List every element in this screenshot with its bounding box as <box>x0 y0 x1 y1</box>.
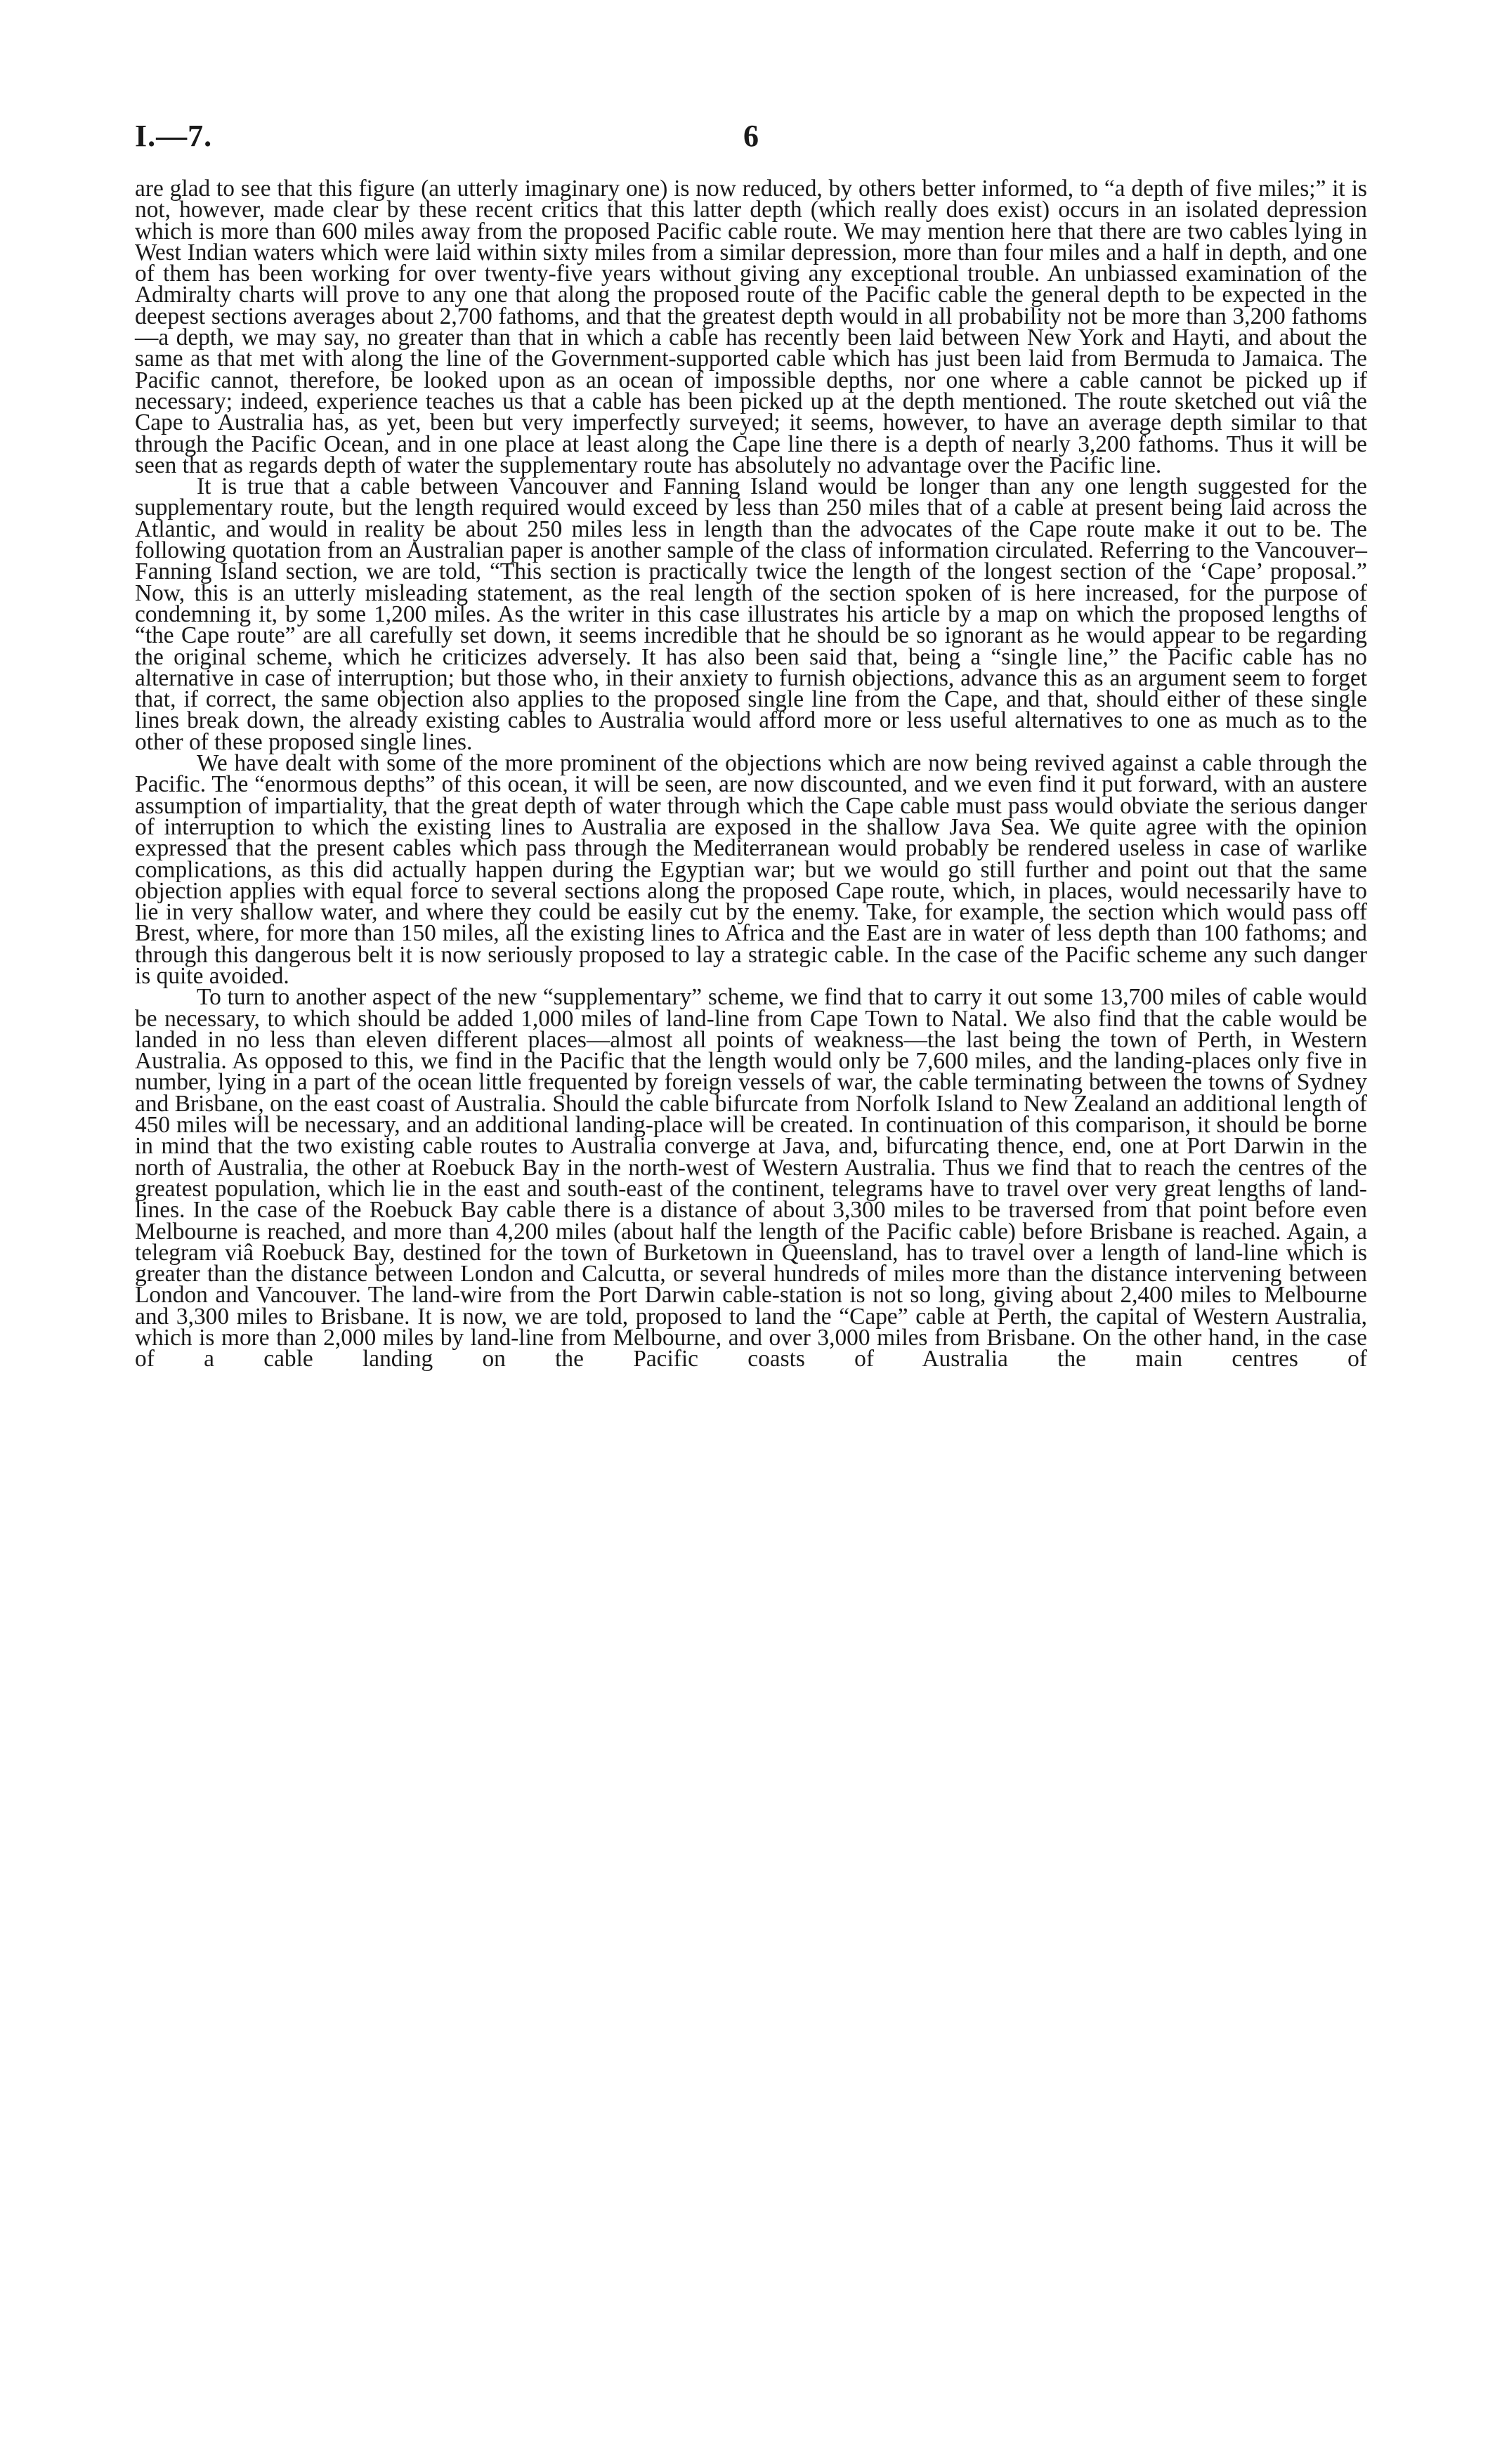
document-reference: I.—7. <box>135 119 213 153</box>
paragraph: It is true that a cable between Vancouver and Fanning Island would be longer than any one length suggested for the supplementary route, but the length required would exceed by less than 250 miles that of a cable at present being laid across the Atlantic, and would in reality be about 250 miles less in length than the advocates of the Cape route make it out to be. The following quotation from an Australian paper is another sample of the class of information circulated. Referring to the Vancouver–Fanning Island section, we are told, “This section is practically twice the length of the longest section of the ‘Cape’ proposal.” Now, this is an utterly misleading statement, as the real length of the section spoken of is here increased, for the purpose of condemning it, by some 1,200 miles. As the writer in this case illustrates his article by a map on which the proposed lengths of “the Cape route” are all carefully set down, it seems incredible that he should be so ignorant as he would appear to be regarding the original scheme, which he criticizes adversely. It has also been said that, being a “single line,” the Pacific cable has no alternative in case of interruption; but those who, in their anxiety to furnish objections, advance this as an argument seem to forget that, if correct, the same objection also applies to the proposed single line from the Cape, and that, should either of these single lines break down, the already existing cables to Australia would afford more or less useful alternatives to one as much as to the other of these proposed single lines. <box>135 473 1367 755</box>
paragraph: are glad to see that this figure (an utterly imaginary one) is now reduced, by others better informed, to “a depth of five miles;” it is not, however, made clear by these recent critics that this latter depth (which really does exist) occurs in an isolated depression which is more than 600 miles away from the proposed Pacific cable route. We may mention here that there are two cables lying in West Indian waters which were laid within sixty miles from a similar depression, more than four miles and a half in depth, and one of them has been working for over twenty-five years without giving any exceptional trouble. An unbiassed examination of the Admiralty charts will prove to any one that along the proposed route of the Pacific cable the general depth to be expected in the deepest sections averages about 2,700 fathoms, and that the greatest depth would in all probability not be more than 3,200 fathoms—a depth, we may say, no greater than that in which a cable has recently been laid between New York and Hayti, and about the same as that met with along the line of the Government-supported cable which has just been laid from Bermuda to Jamaica. The Pacific cannot, therefore, be looked upon as an ocean of impossible depths, nor one where a cable cannot be picked up if necessary; indeed, experience teaches us that a cable has been picked up at the depth mentioned. The route sketched out viâ the Cape to Australia has, as yet, been but very imperfectly surveyed; it seems, however, to have an average depth similar to that through the Pacific Ocean, and in one place at least along the Cape line there is a depth of nearly 3,200 fathoms. Thus it will be seen that as regards depth of water the supplementary route has absolutely no advantage over the Pacific line. <box>135 176 1367 478</box>
paragraph: We have dealt with some of the more prominent of the objections which are now being revived against a cable through the Pacific. The “enormous depths” of this ocean, it will be seen, are now discounted, and we even find it put forward, with an austere assumption of impartiality, that the great depth of water through which the Cape cable must pass would obviate the serious danger of interruption to which the existing lines to Australia are exposed in the shallow Java Sea. We quite agree with the opinion expressed that the present cables which pass through the Mediterranean would probably be rendered useless in case of warlike complications, as this did actually happen during the Egyptian war; but we would go still further and point out that the same objection applies with equal force to several sections along the proposed Cape route, which, in places, would necessarily have to lie in very shallow water, and where they could be easily cut by the enemy. Take, for example, the section which would pass off Brest, where, for more than 150 miles, all the existing lines to Africa and the East are in water of less depth than 100 fathoms; and through this dangerous belt it is now seriously proposed to lay a strategic cable. In the case of the Pacific scheme any such danger is quite avoided. <box>135 750 1367 989</box>
paragraph: To turn to another aspect of the new “supplementary” scheme, we find that to carry it out some 13,700 miles of cable would be necessary, to which should be added 1,000 miles of land-line from Cape Town to Natal. We also find that the cable would be landed in no less than eleven different places—almost all points of weakness—the last being the town of Perth, in Western Australia. As opposed to this, we find in the Pacific that the length would only be 7,600 miles, and the landing-places only five in number, lying in a part of the ocean little frequented by foreign vessels of war, the cable terminating between the towns of Sydney and Brisbane, on the east coast of Australia. Should the cable bifurcate from Norfolk Island to New Zealand an additional length of 450 miles will be necessary, and an additional landing-place will be created. In continuation of this comparison, it should be borne in mind that the two existing cable routes to Australia converge at Java, and, bifurcating thence, end, one at Port Darwin in the north of Australia, the other at Roebuck Bay in the north-west of Western Australia. Thus we find that to reach the centres of the greatest population, which lie in the east and south-east of the continent, telegrams have to travel over very great lengths of land-lines. In the case of the Roebuck Bay cable there is a distance of about 3,300 miles to be traversed from that point before even Melbourne is reached, and more than 4,200 miles (about half the length of the Pacific cable) before Brisbane is reached. Again, a telegram viâ Roebuck Bay, destined for the town of Burketown in Queensland, has to travel over a length of land-line which is greater than the distance between London and Calcutta, or several hundreds of miles more than the distance intervening between London and Vancouver. The land-wire from the Port Darwin cable-station is not so long, giving about 2,400 miles to Melbourne and 3,300 miles to Brisbane. It is now, we are told, proposed to land the “Cape” cable at Perth, the capital of Western Australia, which is more than 2,000 miles by land-line from Melbourne, and over 3,000 miles from Brisbane. On the other hand, in the case of a cable landing on the Pacific coasts of Australia the main centres of <box>135 984 1367 1372</box>
page-number: 6 <box>743 119 759 153</box>
body-text <box>135 178 1367 1370</box>
page-header <box>135 118 1367 160</box>
